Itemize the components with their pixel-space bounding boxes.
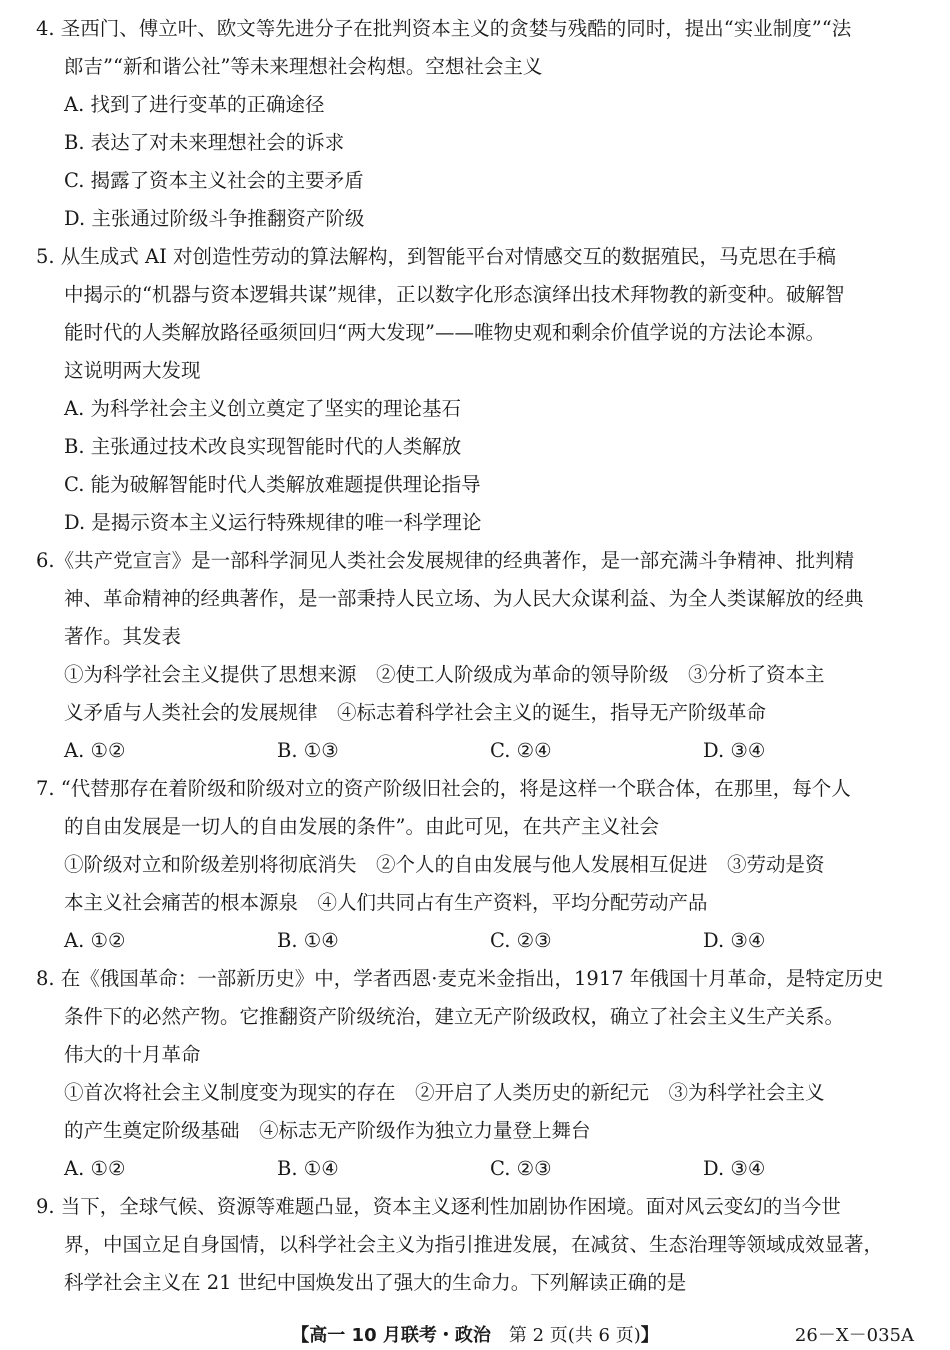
question-6 — [36, 542, 916, 770]
answer-choices — [36, 922, 916, 960]
question-stem-line: 著作。其发表 — [64, 625, 182, 648]
question-stem-line: 界，中国立足自身国情，以科学社会主义为指引推进发展，在减贫、生态治理等领域成效显著， — [64, 1233, 884, 1256]
statement-line: 义矛盾与人类社会的发展规律 ④标志着科学社会主义的诞生，指导无产阶级革命 — [64, 701, 767, 724]
option-c: C. 揭露了资本主义社会的主要矛盾 — [64, 169, 364, 192]
footer-page-number: 第 2 页(共 6 页) — [508, 1325, 641, 1346]
question-8 — [36, 960, 916, 1188]
choice-a: A. ①② — [64, 1157, 126, 1180]
question-stem-line: 5. 从生成式 AI 对创造性劳动的算法解构，到智能平台对情感交互的数据殖民，马克思在手稿 — [36, 245, 836, 268]
choice-b: B. ①④ — [277, 929, 339, 952]
option-d: D. 是揭示资本主义运行特殊规律的唯一科学理论 — [64, 511, 482, 534]
question-stem-line: 6.《共产党宣言》是一部科学洞见人类社会发展规律的经典著作，是一部充满斗争精神、批判精 — [36, 549, 855, 572]
question-stem-line: 郎吉”“新和谐公社”等未来理想社会构想。空想社会主义 — [64, 55, 543, 78]
question-stem-line: 的自由发展是一切人的自由发展的条件”。由此可见，在共产主义社会 — [64, 815, 659, 838]
question-stem-line: 科学社会主义在 21 世纪中国焕发出了强大的生命力。下列解读正确的是 — [64, 1271, 687, 1294]
option-d: D. 主张通过阶级斗争推翻资产阶级 — [64, 207, 365, 230]
choice-b: B. ①③ — [277, 739, 339, 762]
option-a: A. 为科学社会主义创立奠定了坚实的理论基石 — [64, 397, 461, 420]
choice-d: D. ③④ — [703, 1157, 766, 1180]
statement-line: 本主义社会痛苦的根本源泉 ④人们共同占有生产资料，平均分配劳动产品 — [64, 891, 708, 914]
choice-c: C. ②④ — [490, 739, 552, 762]
choice-c: C. ②③ — [490, 1157, 552, 1180]
statement-line: ①为科学社会主义提供了思想来源 ②使工人阶级成为革命的领导阶级 ③分析了资本主 — [64, 663, 825, 686]
statement-line: ①首次将社会主义制度变为现实的存在 ②开启了人类历史的新纪元 ③为科学社会主义 — [64, 1081, 825, 1104]
choice-d: D. ③④ — [703, 739, 766, 762]
option-c: C. 能为破解智能时代人类解放难题提供理论指导 — [64, 473, 481, 496]
question-stem-line: 神、革命精神的经典著作，是一部秉持人民立场、为人民大众谋利益、为全人类谋解放的经典 — [64, 587, 864, 610]
question-stem-line: 8. 在《俄国革命：一部新历史》中，学者西恩·麦克米金指出，1917 年俄国十月革命，是特定历史 — [36, 967, 884, 990]
footer-left-bracket: 【 — [291, 1325, 310, 1346]
footer-exam-code: 26－X－035A — [794, 1325, 914, 1346]
question-9 — [36, 1188, 916, 1302]
question-stem-line: 4. 圣西门、傅立叶、欧文等先进分子在批判资本主义的贪婪与残酷的同时，提出“实业制度”“法 — [36, 17, 852, 40]
statement-line: ①阶级对立和阶级差别将彻底消失 ②个人的自由发展与他人发展相互促进 ③劳动是资 — [64, 853, 825, 876]
choice-b: B. ①④ — [277, 1157, 339, 1180]
choice-c: C. ②③ — [490, 929, 552, 952]
option-a: A. 找到了进行变革的正确途径 — [64, 93, 325, 116]
choice-a: A. ①② — [64, 929, 126, 952]
question-stem-line: 中揭示的“机器与资本逻辑共谋”规律，正以数字化形态演绎出技术拜物教的新变种。破解智 — [64, 283, 845, 306]
question-stem-line: 条件下的必然产物。它推翻资产阶级统治，建立无产阶级政权，确立了社会主义生产关系。 — [64, 1005, 845, 1028]
question-stem-line: 伟大的十月革命 — [64, 1043, 201, 1066]
footer-right-bracket: 】 — [640, 1325, 659, 1346]
question-list — [36, 10, 916, 1302]
question-7 — [36, 770, 916, 960]
question-stem-line: 9. 当下，全球气候、资源等难题凸显，资本主义逐利性加剧协作困境。面对风云变幻的当今世 — [36, 1195, 841, 1218]
page-footer — [0, 1322, 950, 1350]
question-stem-line: 能时代的人类解放路径亟须回归“两大发现”——唯物史观和剩余价值学说的方法论本源。 — [64, 321, 825, 344]
option-b: B. 主张通过技术改良实现智能时代的人类解放 — [64, 435, 462, 458]
answer-choices — [36, 732, 916, 770]
choice-a: A. ①② — [64, 739, 126, 762]
question-4 — [36, 10, 916, 238]
question-5 — [36, 238, 916, 542]
option-b: B. 表达了对未来理想社会的诉求 — [64, 131, 345, 154]
question-stem-line: 这说明两大发现 — [64, 359, 201, 382]
answer-choices — [36, 1150, 916, 1188]
choice-d: D. ③④ — [703, 929, 766, 952]
question-stem-line: 7. “代替那存在着阶级和阶级对立的资产阶级旧社会的，将是这样一个联合体，在那里，每个人 — [36, 777, 851, 800]
footer-exam-title: 高一 10 月联考・政治 — [309, 1325, 491, 1346]
statement-line: 的产生奠定阶级基础 ④标志无产阶级作为独立力量登上舞台 — [64, 1119, 591, 1142]
